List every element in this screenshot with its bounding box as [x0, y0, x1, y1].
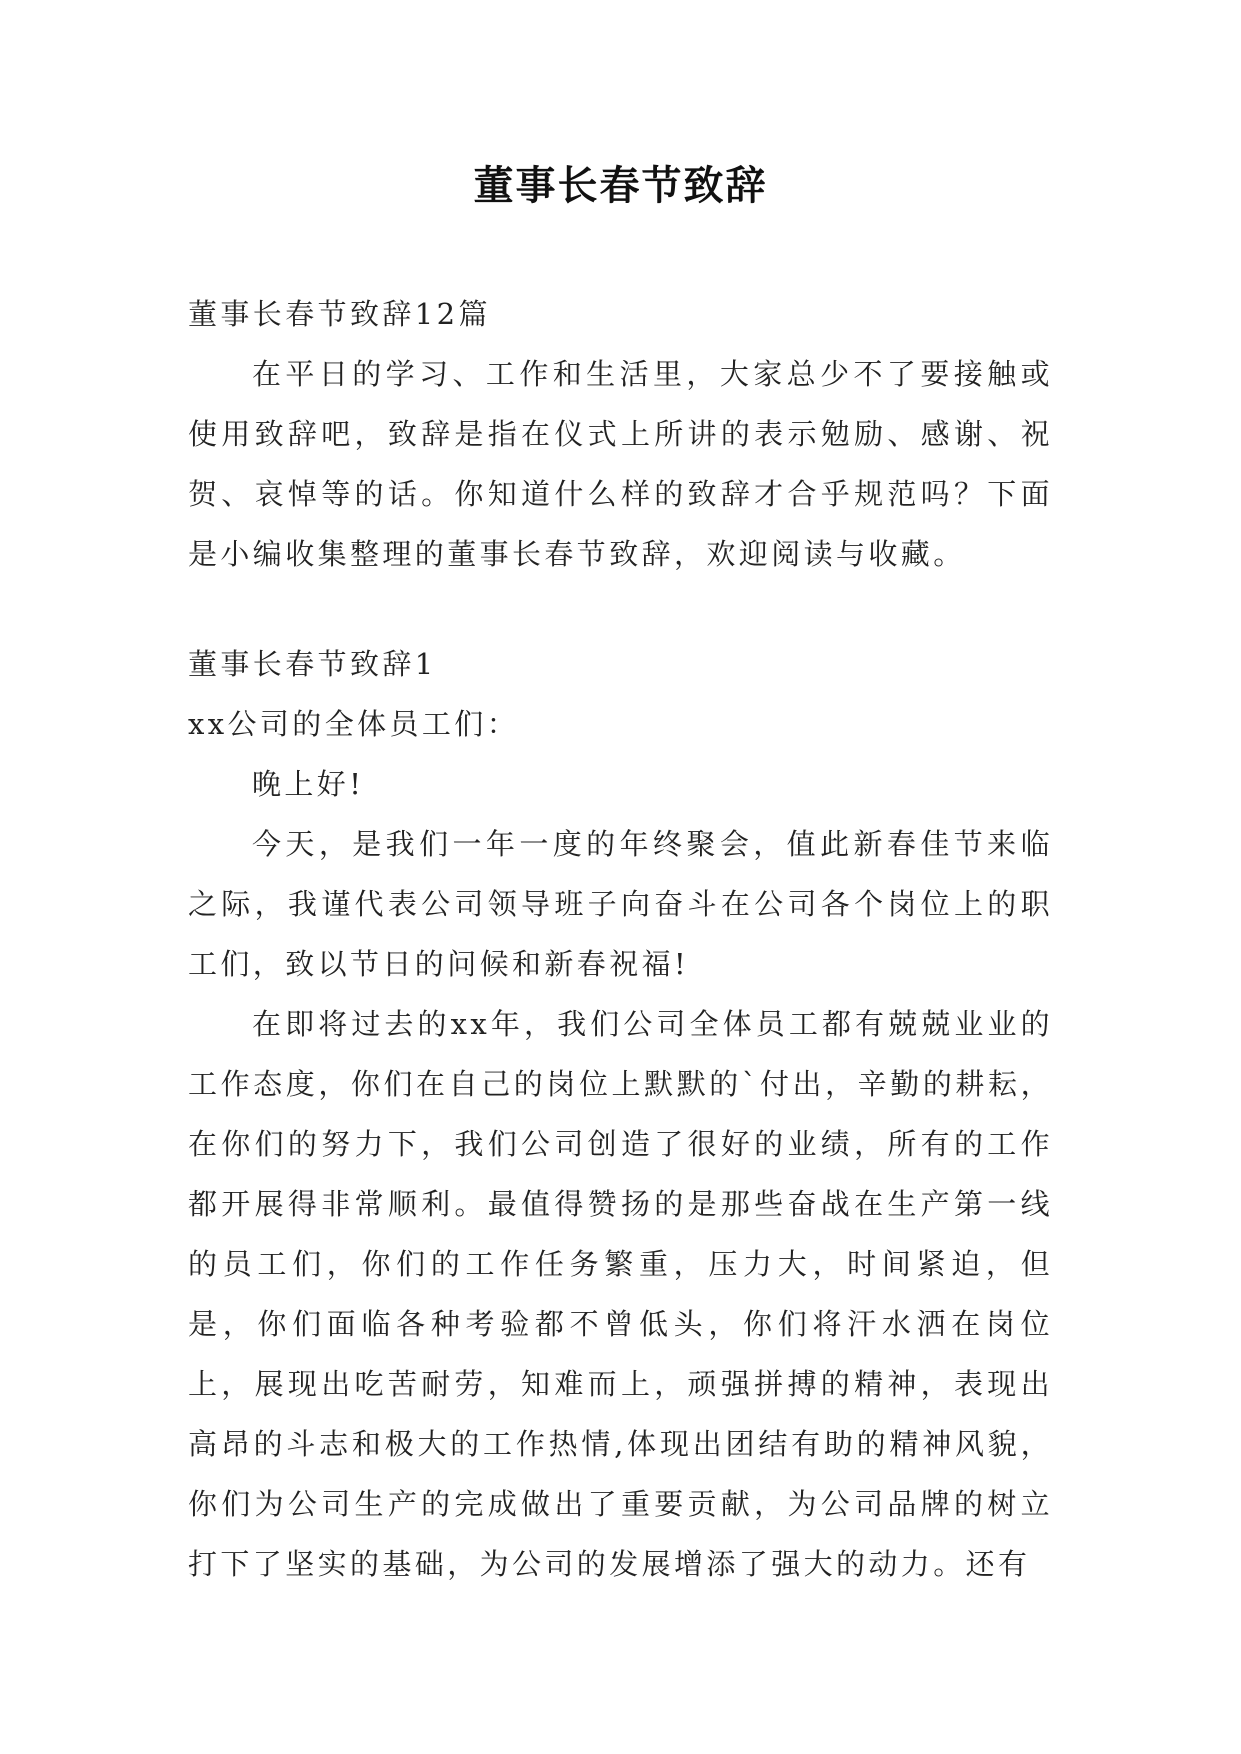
greeting: 晚上好! [252, 767, 365, 801]
page-title: 董事长春节致辞 [473, 162, 768, 209]
body-paragraph-1: 今天，是我们一年一度的年终聚会，值此新春佳节来临之际，我谨代表公司领导班子向奋斗在公司各个岗位上的职工们，致以节日的问候和新春祝福! [188, 827, 1053, 981]
body-paragraph-2: 在即将过去的xx年，我们公司全体员工都有兢兢业业的工作态度，你们在自己的岗位上默默的`付出，辛勤的耕耘，在你们的努力下，我们公司创造了很好的业绩，所有的工作都开展得非常顺利。最值得赞扬的是那些奋战在生产第一线的员工们，你们的工作任务繁重，压力大，时间紧迫，但是，你们面临各种考验都不曾低头，你们将汗水洒在岗位上，展现出吃苦耐劳，知难而上，顽强拼搏的精神，表现出高昂的斗志和极大的工作热情,体现出团结有助的精神风貌，你们为公司生产的完成做出了重要贡献，为公司品牌的树立打下了坚实的基础，为公司的发展增添了强大的动力。还有 [188, 1007, 1053, 1581]
document-body [188, 284, 1053, 1594]
document-subtitle: 董事长春节致辞12篇 [188, 297, 491, 331]
salutation: xx公司的全体员工们： [188, 707, 520, 741]
section-heading: 董事长春节致辞1 [188, 647, 437, 681]
intro-paragraph: 在平日的学习、工作和生活里，大家总少不了要接触或使用致辞吧，致辞是指在仪式上所讲的表示勉励、感谢、祝贺、哀悼等的话。你知道什么样的致辞才合乎规范吗？下面是小编收集整理的董事长春节致辞，欢迎阅读与收藏。 [188, 357, 1053, 571]
